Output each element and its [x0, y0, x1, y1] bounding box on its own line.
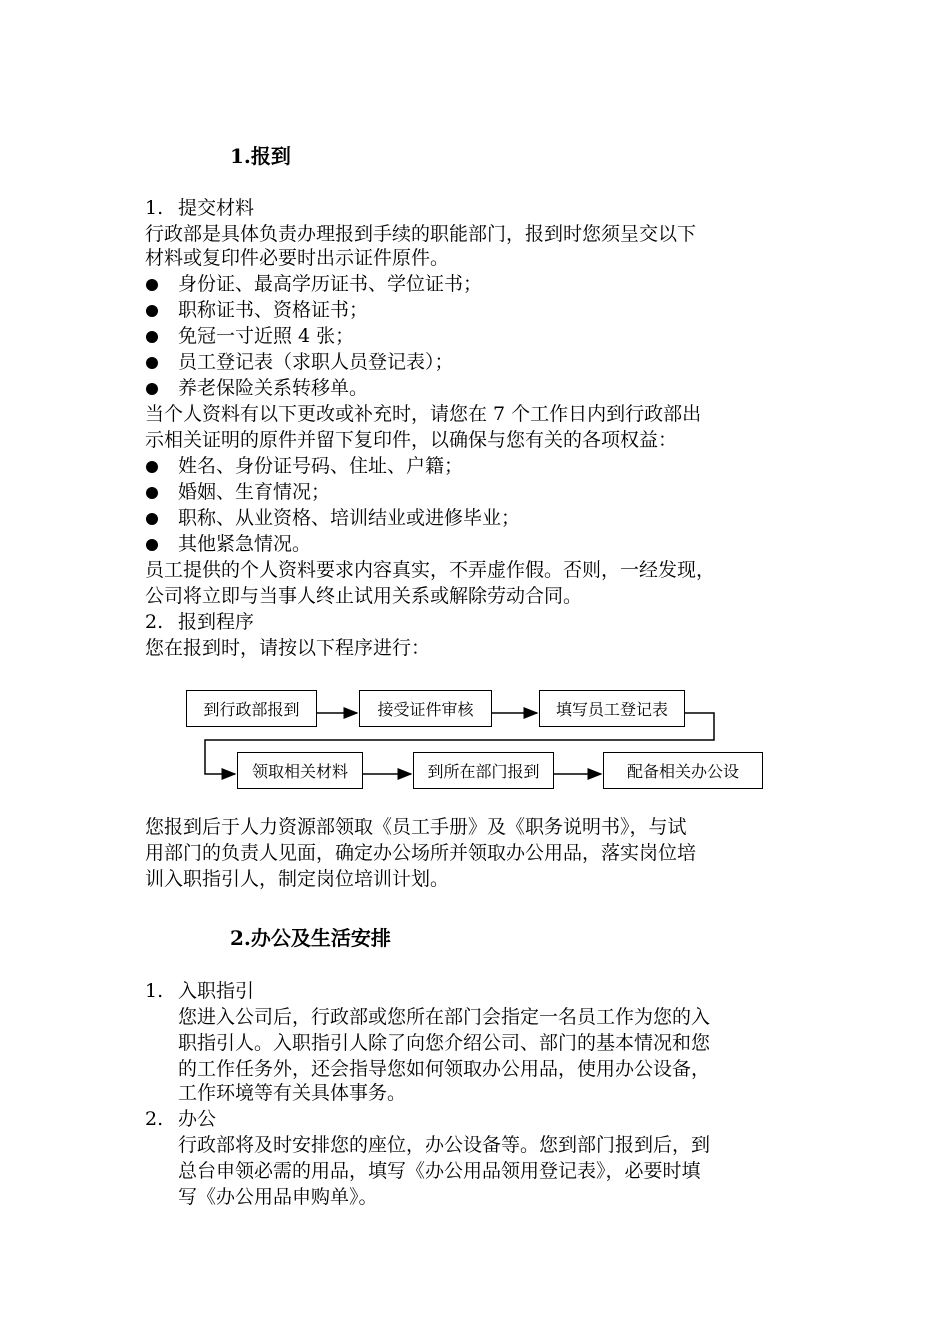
flow-step-1: 到行政部报到 — [186, 690, 317, 727]
paragraph-line: 您在报到时，请按以下程序进行： — [145, 637, 431, 659]
section-2-title: 2.办公及生活安排 — [230, 926, 391, 950]
sub-1-title: 提交材料 — [178, 197, 255, 219]
paragraph-line: 您报到后于人力资源部领取《员工手册》及《职务说明书》，与试 — [145, 816, 687, 838]
list-item: 职称、从业资格、培训结业或进修毕业； — [178, 507, 521, 529]
sub-2-number: 2. — [145, 611, 164, 633]
paragraph-line: 的工作任务外，还会指导您如何领取办公用品，使用办公设备， — [178, 1058, 711, 1080]
paragraph-line: 行政部是具体负责办理报到手续的职能部门，报到时您须呈交以下 — [145, 223, 697, 245]
paragraph-line: 工作环境等有关具体事务。 — [178, 1082, 407, 1104]
paragraph-line: 材料或复印件必要时出示证件原件。 — [145, 247, 450, 269]
paragraph-line: 训入职指引人，制定岗位培训计划。 — [145, 868, 450, 890]
paragraph-line: 您进入公司后，行政部或您所在部门会指定一名员工作为您的入 — [178, 1006, 711, 1028]
paragraph-line: 用部门的负责人见面，确定办公场所并领取办公用品，落实岗位培 — [145, 842, 697, 864]
list-item: 身份证、最高学历证书、学位证书； — [178, 273, 483, 295]
paragraph-line: 公司将立即与当事人终止试用关系或解除劳动合同。 — [145, 585, 583, 607]
flow-step-6: 配备相关办公设 — [603, 752, 763, 789]
list-item: 婚姻、生育情况； — [178, 481, 331, 503]
paragraph-line: 总台申领必需的用品，填写《办公用品领用登记表》，必要时填 — [178, 1160, 701, 1182]
flow-step-3: 填写员工登记表 — [539, 690, 685, 727]
sub-1-number: 1. — [145, 980, 164, 1002]
flow-step-2: 接受证件审核 — [359, 690, 492, 727]
paragraph-line: 当个人资料有以下更改或补充时，请您在 7 个工作日内到行政部出 — [145, 403, 702, 425]
flow-step-5: 到所在部门报到 — [413, 752, 554, 789]
list-item: 养老保险关系转移单。 — [178, 377, 369, 399]
list-item: 姓名、身份证号码、住址、户籍； — [178, 455, 464, 477]
list-item: 职称证书、资格证书； — [178, 299, 369, 321]
list-item: 员工登记表（求职人员登记表）； — [178, 351, 454, 373]
list-item: 免冠一寸近照 4 张； — [178, 325, 355, 347]
list-item: 其他紧急情况。 — [178, 533, 312, 555]
paragraph-line: 写《办公用品申购单》。 — [178, 1186, 378, 1208]
paragraph-line: 行政部将及时安排您的座位，办公设备等。您到部门报到后，到 — [178, 1134, 711, 1156]
paragraph-line: 职指引人。入职指引人除了向您介绍公司、部门的基本情况和您 — [178, 1032, 711, 1054]
sub-2-title: 报到程序 — [178, 611, 255, 633]
section-1-title: 1.报到 — [230, 144, 291, 168]
sub-2-number: 2. — [145, 1108, 164, 1130]
paragraph-line: 示相关证明的原件并留下复印件，以确保与您有关的各项权益： — [145, 429, 678, 451]
flow-step-4: 领取相关材料 — [237, 752, 363, 789]
paragraph-line: 员工提供的个人资料要求内容真实，不弄虚作假。否则，一经发现， — [145, 559, 716, 581]
sub-2-title: 办公 — [178, 1108, 217, 1130]
sub-1-number: 1. — [145, 197, 164, 219]
sub-1-title: 入职指引 — [178, 980, 255, 1002]
